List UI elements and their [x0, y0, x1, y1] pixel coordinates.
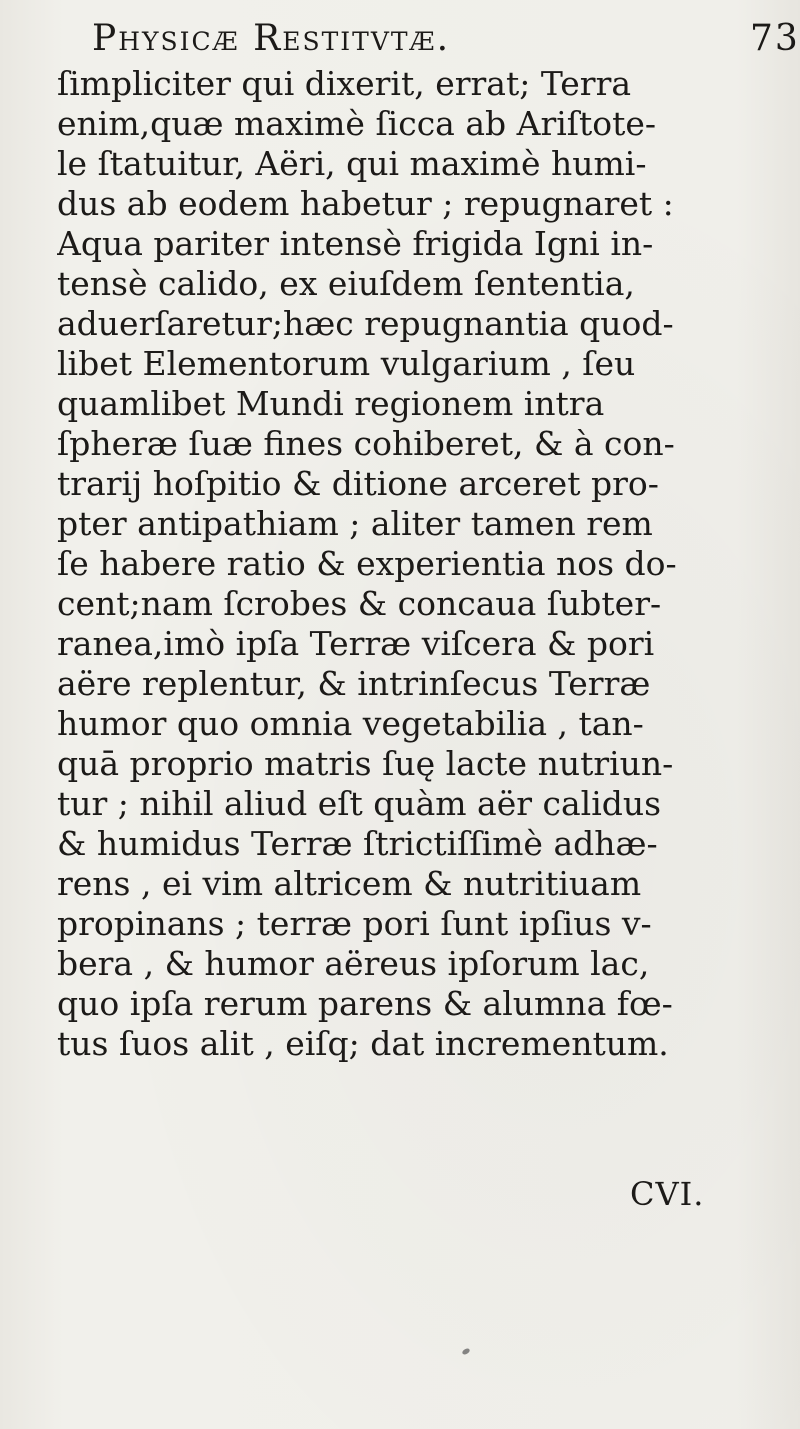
text-line: quo ipſa rerum parens & alumna fœ-	[57, 984, 673, 1023]
text-line: ranea,imò ipſa Terræ viſcera & pori	[57, 624, 655, 663]
text-line: ſpheræ ſuæ fines cohiberet, & à con-	[57, 424, 675, 463]
page-number: 73	[750, 18, 800, 59]
text-line: tus ſuos alit , eiſq; dat incrementum.	[57, 1024, 669, 1063]
text-line: tur ; nihil aliud eſt quàm aër calidus	[57, 784, 662, 823]
text-line: trarij hoſpitio & ditione arceret pro-	[57, 464, 659, 503]
text-line: libet Elementorum vulgarium , ſeu	[57, 344, 636, 383]
text-line: ſe habere ratio & experientia nos do-	[57, 544, 677, 583]
ink-speck	[461, 1347, 470, 1355]
text-line: enim,quæ maximè ſicca ab Ariſtote-	[57, 104, 657, 143]
text-line: Aqua pariter intensè frigida Igni in-	[57, 224, 654, 263]
text-line: rens , ei vim altricem & nutritiuam	[57, 864, 642, 903]
text-line: aduerſaretur;hæc repugnantia quod-	[57, 304, 674, 343]
text-line: cent;nam ſcrobes & concaua ſubter-	[57, 584, 662, 623]
body-text	[57, 64, 787, 1064]
text-line: quamlibet Mundi regionem intra	[57, 384, 605, 423]
text-line: propinans ; terræ pori ſunt ipſius v-	[57, 904, 652, 943]
text-line: dus ab eodem habetur ; repugnaret :	[57, 184, 674, 223]
text-line: tensè calido, ex eiuſdem ſententia,	[57, 264, 635, 303]
text-line: aëre replentur, & intrinſecus Terræ	[57, 664, 651, 703]
text-line: & humidus Terræ ſtrictiſſimè adhæ-	[57, 824, 658, 863]
text-line: le ſtatuitur, Aëri, qui maximè humi-	[57, 144, 647, 183]
text-line: bera , & humor aëreus ipſorum lac,	[57, 944, 650, 983]
text-line: quā proprio matris ſuę lacte nutriun-	[57, 744, 674, 783]
text-line: pter antipathiam ; aliter tamen rem	[57, 504, 653, 543]
text-line: humor quo omnia vegetabilia , tan-	[57, 704, 644, 743]
text-line: ſimpliciter qui dixerit, errat; Terra	[57, 64, 632, 103]
running-title: Physicæ Restitvtæ.	[92, 18, 451, 59]
page-header	[92, 18, 800, 62]
catchword: CVI.	[630, 1175, 705, 1213]
